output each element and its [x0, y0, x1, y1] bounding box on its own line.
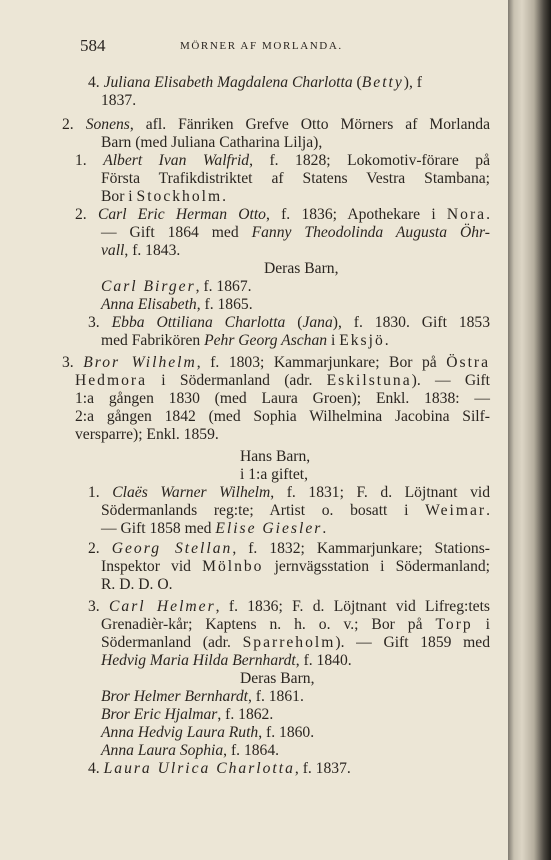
- text-segment: Albert Ivan Walfrid: [103, 152, 250, 169]
- page-header: [80, 36, 490, 58]
- page-number: 584: [80, 36, 106, 55]
- text-line: [75, 426, 219, 444]
- text-segment: , f. 1832; Kammarjunkare; Stations-: [232, 540, 490, 557]
- text-segment: , f. 1840.: [295, 652, 352, 669]
- text-segment: , f. 1837.: [294, 760, 351, 777]
- text-line: [62, 354, 490, 372]
- text-segment: Sparreholm: [242, 634, 336, 651]
- text-line: [101, 224, 490, 242]
- text-segment: i 1:a giftet,: [240, 466, 308, 483]
- text-line: [101, 502, 490, 520]
- text-segment: Mölnbo: [202, 558, 264, 575]
- text-line: [88, 314, 490, 332]
- text-segment: Georg Stellan: [111, 540, 233, 557]
- text-line: [101, 92, 136, 110]
- text-segment: Deras Barn,: [240, 670, 315, 687]
- text-segment: Eksjö: [339, 332, 385, 349]
- text-segment: Bor i: [101, 188, 137, 205]
- text-segment: Claës Warner Wilhelm: [112, 484, 271, 501]
- text-segment: Inspektor vid: [101, 558, 203, 575]
- text-segment: .: [222, 188, 227, 205]
- text-line: [101, 742, 279, 760]
- text-line: [264, 260, 338, 278]
- text-segment: R. D. D. O.: [101, 576, 173, 593]
- text-segment: (: [285, 314, 303, 331]
- text-segment: Carl Helmer: [109, 598, 216, 615]
- text-segment: Carl Birger: [101, 278, 196, 295]
- text-line: [240, 466, 308, 484]
- text-segment: 3.: [62, 354, 84, 371]
- text-segment: Ebba Ottiliana Charlotta: [111, 314, 286, 331]
- text-segment: Weimar: [425, 502, 487, 519]
- text-segment: Pehr Georg Aschan: [204, 332, 328, 349]
- text-segment: 1:a gången 1830 (med Laura Groen); Enkl. 1838: —: [75, 390, 490, 407]
- text-line: [101, 520, 326, 538]
- text-segment: Deras Barn,: [264, 260, 339, 277]
- text-line: [101, 634, 490, 652]
- text-line: [101, 706, 273, 724]
- text-segment: Hedvig Maria Hilda Bernhardt: [101, 652, 296, 669]
- text-segment: 3.: [88, 314, 112, 331]
- text-segment: vall: [101, 242, 125, 259]
- text-segment: , f. 1836; Apothekare i: [265, 206, 447, 223]
- text-segment: i Södermanland (adr.: [147, 372, 327, 389]
- text-segment: ), f: [403, 74, 422, 91]
- text-segment: .: [486, 206, 491, 223]
- text-segment: jernvägsstation i Södermanland;: [263, 558, 490, 575]
- text-segment: 1.: [88, 484, 113, 501]
- text-line: [62, 116, 490, 134]
- text-segment: Södermanland (adr.: [101, 634, 243, 651]
- text-line: [101, 558, 490, 576]
- text-segment: , f. 1843.: [124, 242, 181, 259]
- text-line: [101, 242, 180, 260]
- text-line: [101, 296, 253, 314]
- text-segment: Torp: [435, 616, 473, 633]
- text-segment: , f. 1860.: [258, 724, 315, 741]
- text-segment: Grenadièr-kår; Kaptens n. h. o. v.; Bor på: [101, 616, 436, 633]
- text-segment: 2.: [75, 206, 98, 223]
- text-segment: 1.: [75, 152, 104, 169]
- text-segment: Bror Helmer Bernhardt: [101, 688, 248, 705]
- text-segment: Nora: [446, 206, 487, 223]
- text-segment: 2.: [62, 116, 86, 133]
- text-segment: Sonens: [85, 116, 130, 133]
- text-line: [88, 598, 490, 616]
- text-segment: ), f. 1830. Gift 1853: [332, 314, 491, 331]
- text-segment: , f. 1803; Kammarjunkare; Bor på: [196, 354, 447, 371]
- text-segment: .: [384, 332, 389, 349]
- text-segment: Anna Hedvig Laura Ruth: [101, 724, 259, 741]
- text-segment: .: [322, 520, 327, 537]
- text-line: [101, 576, 172, 594]
- text-segment: , f. 1862.: [217, 706, 274, 723]
- text-segment: .: [486, 502, 490, 519]
- text-line: [101, 652, 352, 670]
- book-gutter: [508, 0, 551, 860]
- text-segment: Stockholm: [136, 188, 223, 205]
- text-line: [75, 152, 490, 170]
- text-line: [101, 134, 322, 152]
- text-segment: i: [327, 332, 340, 349]
- text-segment: 4.: [88, 74, 104, 91]
- text-segment: , f. 1831; F. d. Löjtnant vid: [270, 484, 490, 501]
- text-line: [101, 688, 304, 706]
- text-line: [101, 188, 226, 206]
- text-line: [88, 484, 490, 502]
- text-segment: 2:a gången 1842 (med Sophia Wilhelmina Jacobina Silf-: [75, 408, 490, 425]
- text-segment: Juliana Elisabeth Magdalena Charlotta: [103, 74, 353, 91]
- text-line: [75, 390, 490, 408]
- text-segment: Bror Eric Hjalmar: [101, 706, 218, 723]
- text-line: [75, 408, 490, 426]
- text-segment: Carl Eric Herman Otto: [97, 206, 266, 223]
- text-segment: Betty: [361, 74, 404, 91]
- text-line: [88, 74, 490, 92]
- text-line: [240, 670, 314, 688]
- text-line: [101, 278, 252, 296]
- text-line: [75, 372, 490, 390]
- text-segment: Elise Giesler: [215, 520, 323, 537]
- text-segment: Jana: [302, 314, 333, 331]
- text-segment: , f. 1861.: [247, 688, 304, 705]
- text-segment: — Gift 1858 med: [101, 520, 216, 537]
- text-segment: Bror Wilhelm: [83, 354, 197, 371]
- text-line: [88, 760, 351, 778]
- text-segment: Östra: [446, 354, 491, 371]
- text-segment: Laura Ulrica Charlotta: [103, 760, 295, 777]
- running-head: MÖRNER AF MORLANDA.: [180, 40, 343, 52]
- text-segment: 1837.: [101, 92, 137, 109]
- text-segment: Första Trafikdistriktet af Statens Vestra Stambana;: [101, 170, 490, 187]
- text-segment: Anna Laura Sophia: [101, 742, 224, 759]
- text-segment: — Gift 1864 med: [101, 224, 252, 241]
- text-segment: versparre); Enkl. 1859.: [75, 426, 219, 443]
- text-line: [88, 540, 490, 558]
- text-line: [101, 170, 490, 188]
- text-line: [101, 616, 490, 634]
- text-segment: Hans Barn,: [240, 448, 311, 465]
- text-segment: , f. 1865.: [196, 296, 253, 313]
- text-segment: ). — Gift: [411, 372, 490, 389]
- text-line: [101, 724, 314, 742]
- text-segment: med Fabrikören: [101, 332, 205, 349]
- text-segment: 3.: [88, 598, 109, 615]
- text-line: [75, 206, 490, 224]
- text-line: [101, 332, 389, 350]
- text-segment: Anna Elisabeth: [101, 296, 197, 313]
- text-line: [240, 448, 310, 466]
- text-segment: Barn (med Juliana Catharina Lilja),: [101, 134, 323, 151]
- text-segment: 4.: [88, 760, 104, 777]
- text-segment: , f. 1864.: [223, 742, 280, 759]
- text-segment: , f. 1867.: [195, 278, 252, 295]
- text-segment: Eskilstuna: [326, 372, 412, 389]
- text-segment: 2.: [88, 540, 112, 557]
- text-segment: Södermanlands reg:te; Artist o. bosatt i: [101, 502, 426, 519]
- text-segment: , f. 1828; Lokomotiv-förare på: [249, 152, 490, 169]
- text-segment: i: [472, 616, 490, 633]
- text-segment: Hedmora: [75, 372, 148, 389]
- text-segment: Fanny Theodolinda Augusta Öhr-: [251, 224, 490, 241]
- text-segment: , afl. Fänriken Grefve Otto Mörners af Morlanda: [129, 116, 491, 133]
- text-segment: ). — Gift 1859 med: [335, 634, 490, 651]
- text-segment: (: [352, 74, 362, 91]
- text-segment: , f. 1836; F. d. Löjtnant vid Lifreg:tets: [215, 598, 491, 615]
